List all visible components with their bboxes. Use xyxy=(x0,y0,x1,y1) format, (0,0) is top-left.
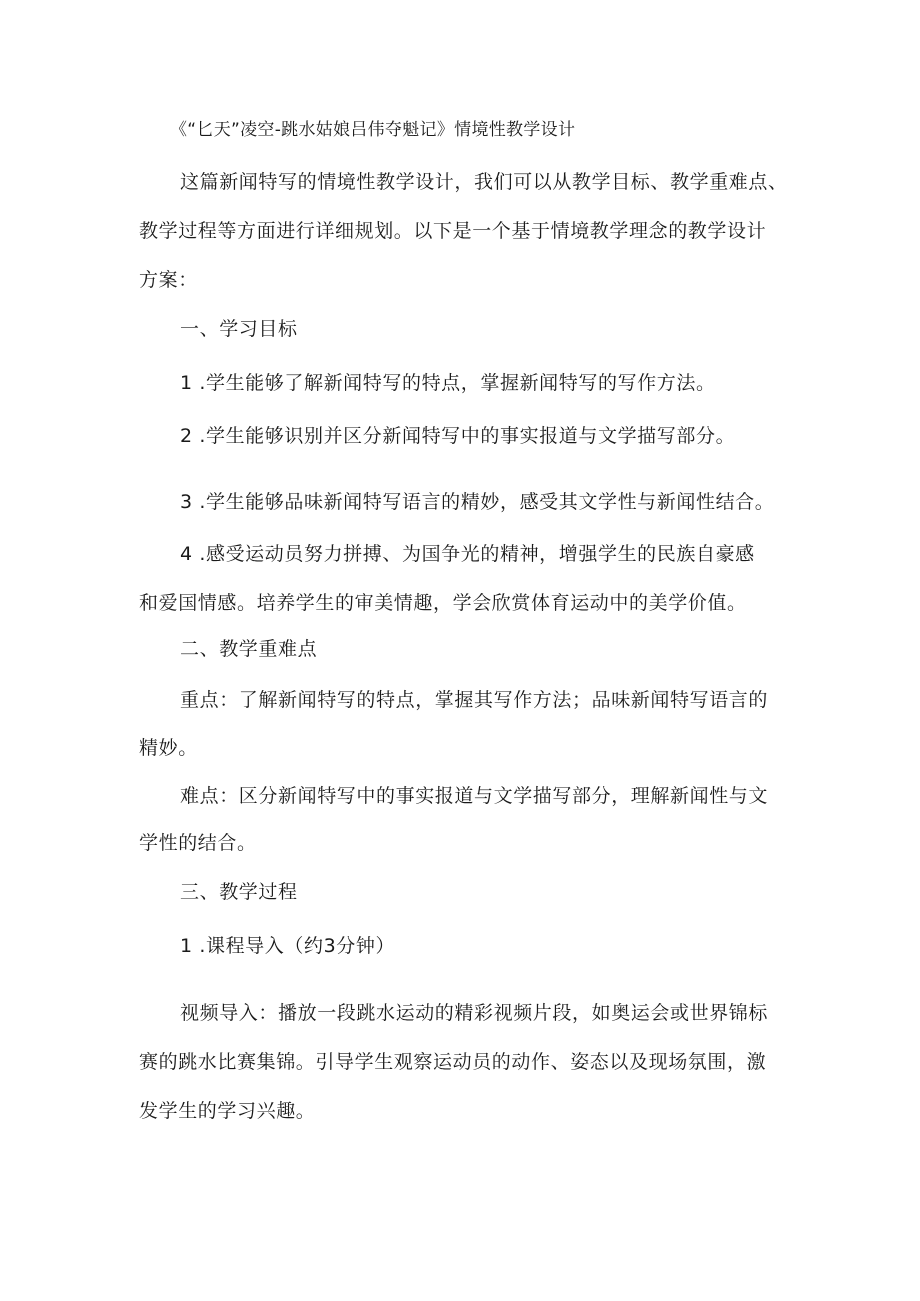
video-intro-line-3: 发学生的学习兴趣。 xyxy=(139,1100,316,1122)
document-title: 《“匕天”凌空-跳水姑娘吕伟夺魁记》情境性教学设计 xyxy=(170,120,576,140)
difficult-point-line-2: 学性的结合。 xyxy=(139,832,257,854)
intro-line-1: 这篇新闻特写的情境性教学设计，我们可以从教学目标、教学重难点、 xyxy=(180,171,788,193)
goal-item-3: 3 .学生能够品味新闻特写语言的精妙，感受其文学性与新闻性结合。 xyxy=(180,491,775,513)
video-intro-line-1: 视频导入：播放一段跳水运动的精彩视频片段，如奥运会或世界锦标 xyxy=(180,1002,769,1024)
goal-item-1: 1 .学生能够了解新闻特写的特点，掌握新闻特写的写作方法。 xyxy=(180,372,716,394)
process-step-1: 1 .课程导入（约3分钟） xyxy=(180,935,396,957)
section1-heading: 一、学习目标 xyxy=(180,318,298,340)
goal-item-4-cont: 和爱国情感。培养学生的审美情趣，学会欣赏体育运动中的美学价值。 xyxy=(139,592,747,614)
goal-item-4: 4 .感受运动员努力拼搏、为国争光的精神，增强学生的民族自豪感 xyxy=(180,543,755,565)
section3-heading: 三、教学过程 xyxy=(180,881,298,903)
difficult-point-line-1: 难点：区分新闻特写中的事实报道与文学描写部分，理解新闻性与文 xyxy=(180,785,769,807)
goal-item-2: 2 .学生能够识别并区分新闻特写中的事实报道与文学描写部分。 xyxy=(180,425,736,447)
section2-heading: 二、教学重难点 xyxy=(180,638,318,660)
intro-line-3: 方案： xyxy=(139,269,198,291)
intro-line-2: 教学过程等方面进行详细规划。以下是一个基于情境教学理念的教学设计 xyxy=(139,220,767,242)
video-intro-line-2: 赛的跳水比赛集锦。引导学生观察运动员的动作、姿态以及现场氛围，激 xyxy=(139,1051,767,1073)
key-point-line-1: 重点：了解新闻特写的特点，掌握其写作方法；品味新闻特写语言的 xyxy=(180,689,769,711)
key-point-line-2: 精妙。 xyxy=(139,737,198,759)
